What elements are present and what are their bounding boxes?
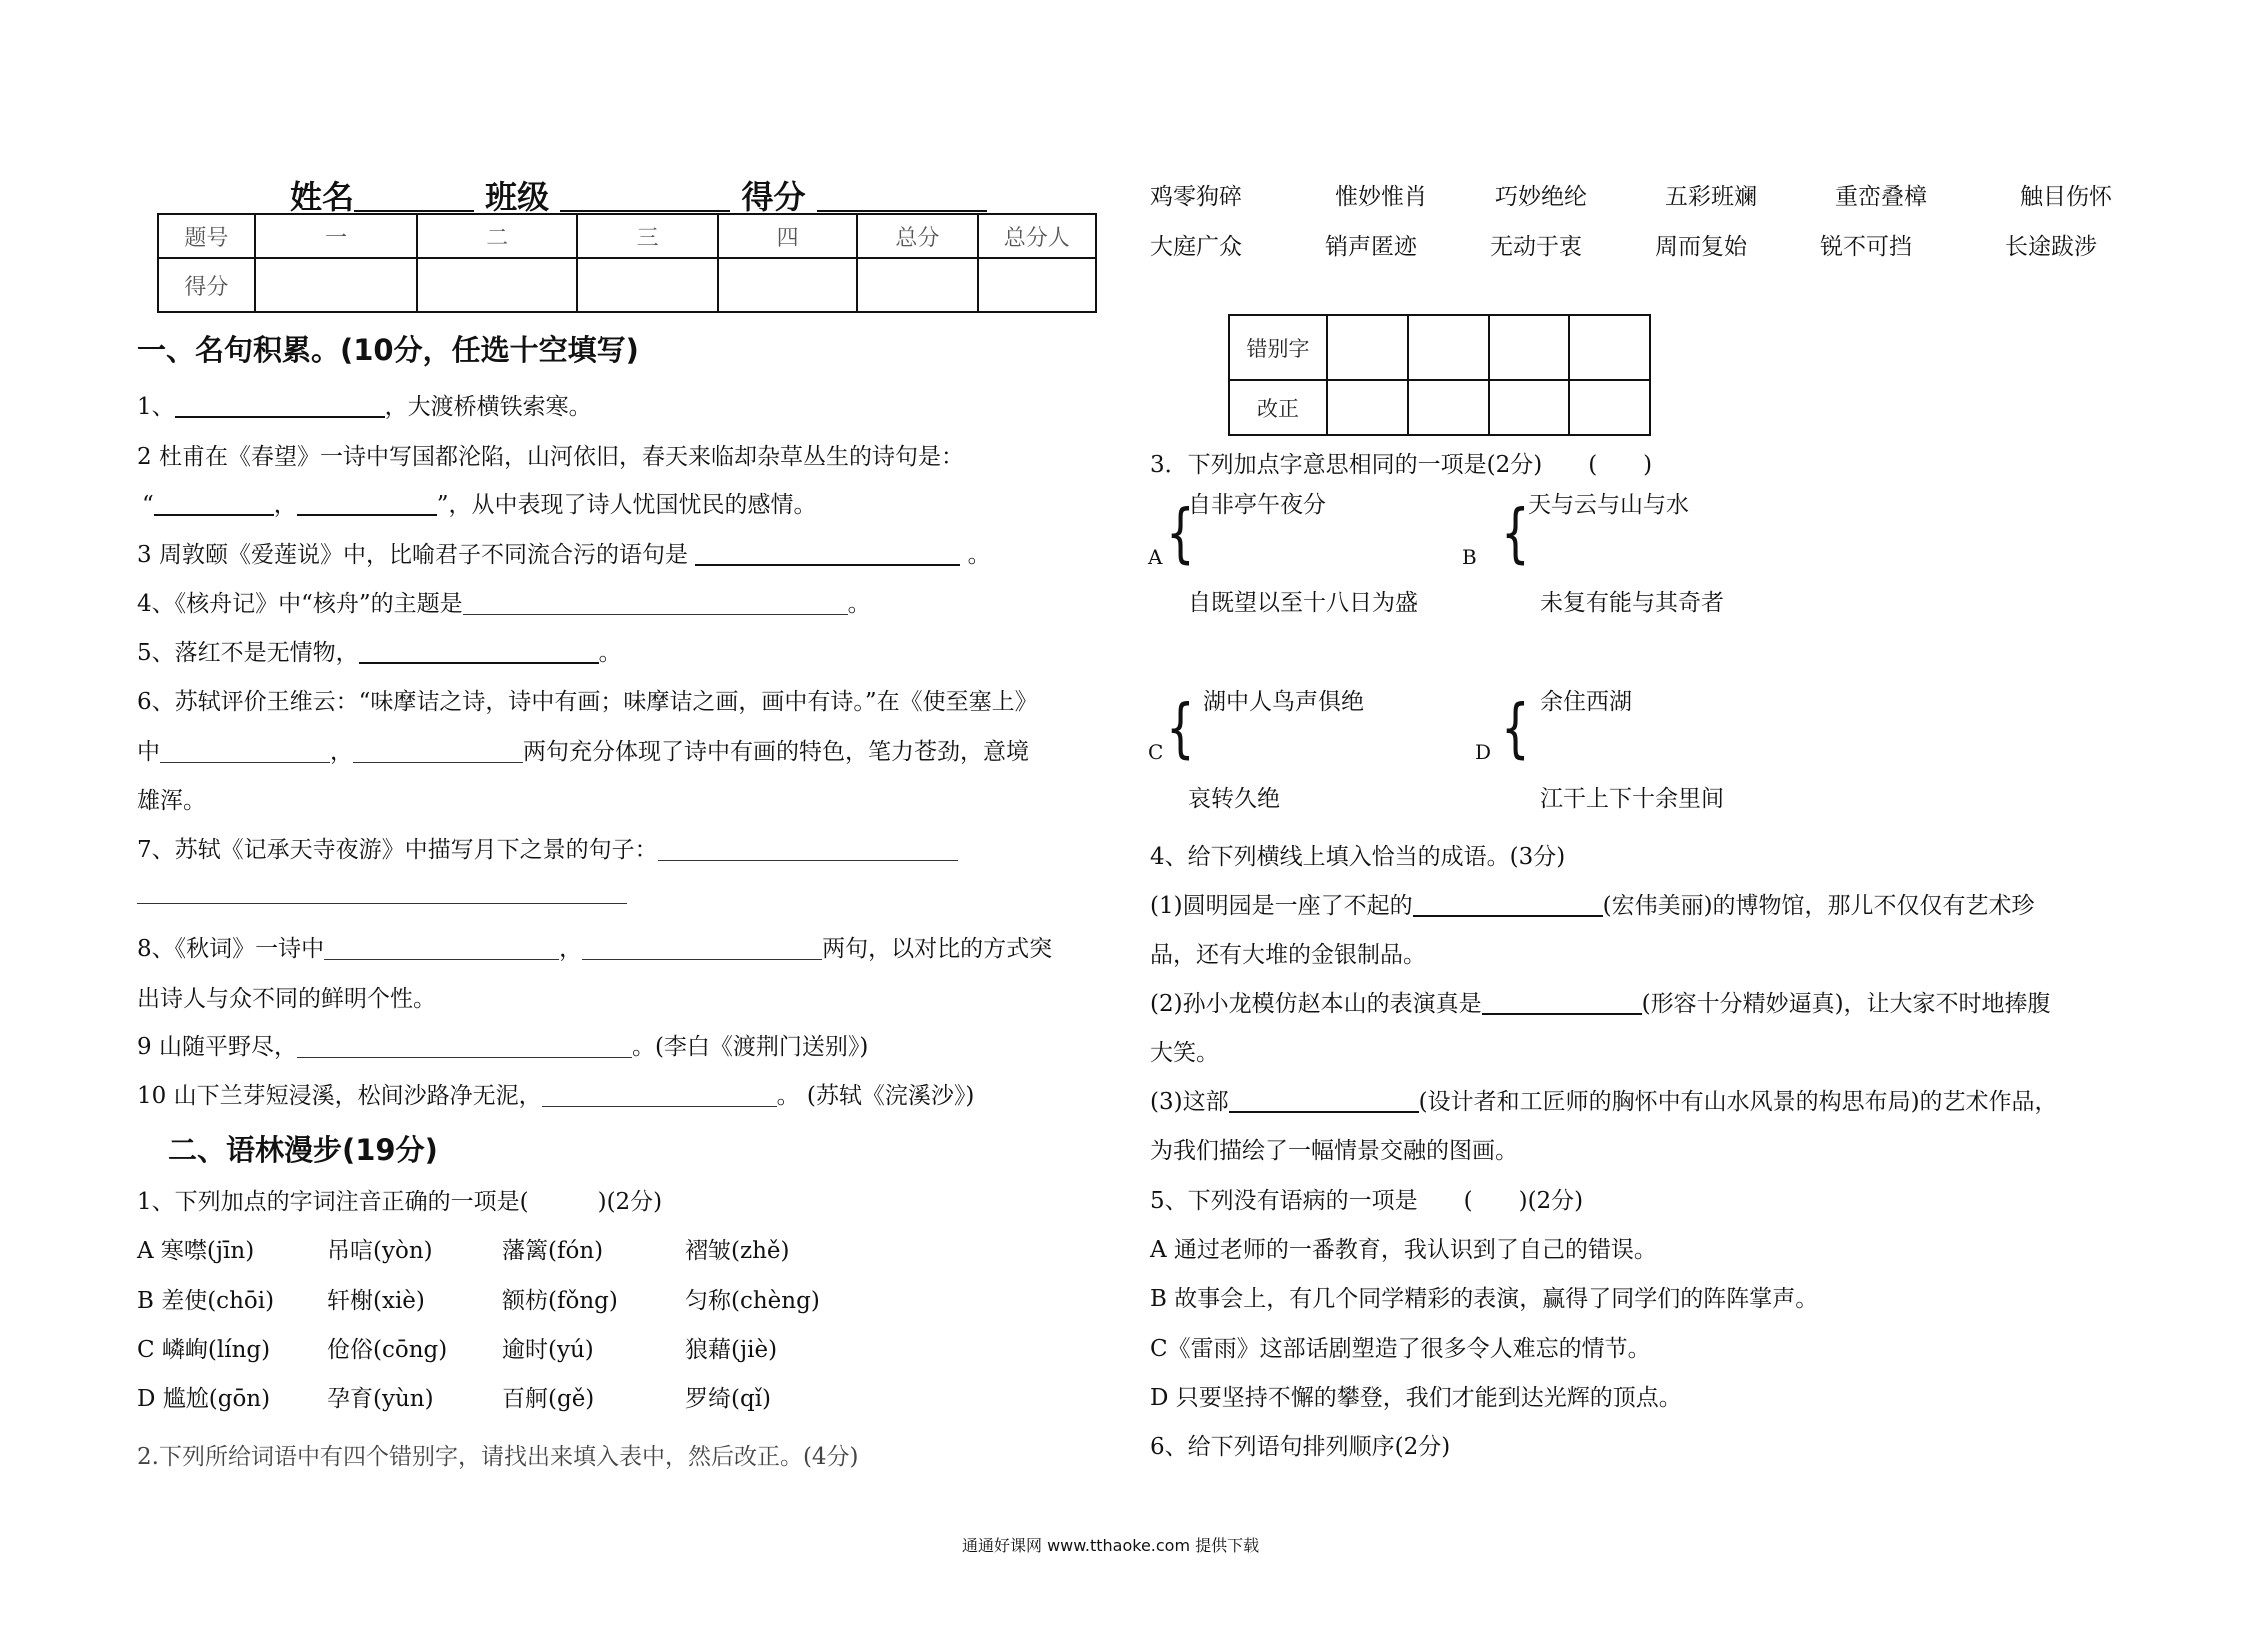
correction-cell[interactable] xyxy=(1408,380,1489,435)
correction-cell[interactable] xyxy=(1327,380,1408,435)
question-4 xyxy=(137,585,871,618)
q-text: 。 xyxy=(967,542,991,568)
score-table-header: 总分 xyxy=(857,214,977,258)
q5-option: B 故事会上，有几个同学精彩的表演，赢得了同学们的阵阵掌声。 xyxy=(1150,1286,1819,1312)
question-6: 6、苏轼评价王维云：“味摩诘之诗，诗中有画；味摩诘之画，画中有诗。”在《使至塞上》 xyxy=(137,689,1038,715)
option-a-bottom: 自既望以至十八日为盛 xyxy=(1188,590,1418,616)
brace-icon: { xyxy=(1166,692,1195,766)
answer-blank[interactable] xyxy=(695,540,960,566)
option-b-top: 天与云与山与水 xyxy=(1528,492,1689,518)
q-text: ， xyxy=(559,936,583,962)
question-6-end: 雄浑。 xyxy=(137,788,206,814)
score-table-row-label: 得分 xyxy=(158,258,255,312)
question-4-2 xyxy=(1150,985,2051,1018)
option-item: 伧俗(cōng) xyxy=(327,1337,448,1363)
answer-blank[interactable] xyxy=(359,638,599,664)
class-label: 班级 xyxy=(485,178,550,216)
question-8-end: 出诗人与众不同的鲜明个性。 xyxy=(137,986,436,1012)
question-4-right: 4、给下列横线上填入恰当的成语。(3分) xyxy=(1150,844,1566,870)
answer-blank[interactable] xyxy=(463,590,848,615)
answer-blank[interactable] xyxy=(324,935,559,960)
option-item: 逾时(yú) xyxy=(502,1337,594,1363)
score-cell[interactable] xyxy=(577,258,718,312)
s2-question-2: 2.下列所给词语中有四个错别字，请找出来填入表中，然后改正。(4分) xyxy=(137,1444,859,1470)
q-text: (形容十分精妙逼真)，让大家不时地捧腹 xyxy=(1641,991,2051,1017)
error-correction-table xyxy=(1228,314,1651,436)
option-b-bottom: 未复有能与其奇者 xyxy=(1540,590,1724,616)
name-blank[interactable] xyxy=(354,176,474,212)
s2-question-1: 1、下列加点的字词注音正确的一项是( )(2分) xyxy=(137,1189,663,1215)
q-text: 8、《秋词》一诗中 xyxy=(137,936,325,962)
q-text: ”，从中表现了诗人忧国忧民的感情。 xyxy=(436,492,817,518)
name-label: 姓名 xyxy=(290,178,355,216)
idiom: 销声匿迹 xyxy=(1325,234,1417,260)
error-table-label: 错别字 xyxy=(1229,315,1327,380)
idiom: 重峦叠樟 xyxy=(1835,184,1927,210)
answer-blank[interactable] xyxy=(542,1082,777,1107)
idiom: 锐不可挡 xyxy=(1820,234,1912,260)
option-d-bottom: 江干上下十余里间 xyxy=(1540,786,1724,812)
idiom: 周而复始 xyxy=(1655,234,1747,260)
option-item: D 尴尬(gōn) xyxy=(137,1386,271,1412)
q-text: 4、《核舟记》中“核舟”的主题是 xyxy=(137,591,463,617)
score-cell[interactable] xyxy=(718,258,857,312)
question-3-right: 3．下列加点字意思相同的一项是(2分) ( ) xyxy=(1150,452,1653,478)
s2-option-row xyxy=(137,1232,790,1265)
section1-title: 一、名句积累。(10分，任选十空填写) xyxy=(137,333,639,367)
answer-blank[interactable] xyxy=(582,935,822,960)
option-c-label: C xyxy=(1148,740,1164,764)
question-8 xyxy=(137,930,1052,963)
answer-blank[interactable] xyxy=(175,392,385,418)
score-table-header: 总分人 xyxy=(978,214,1096,258)
idiom: 长途跋涉 xyxy=(2005,234,2097,260)
idiom: 惟妙惟肖 xyxy=(1335,184,1427,210)
class-blank[interactable] xyxy=(560,176,730,212)
q-text: 10 山下兰芽短浸溪，松间沙路净无泥， xyxy=(137,1083,542,1109)
question-1 xyxy=(137,388,592,421)
q-text: (1)圆明园是一座了不起的 xyxy=(1150,893,1413,919)
brace-icon: { xyxy=(1501,692,1530,766)
brace-icon: { xyxy=(1166,497,1195,571)
q-text: (3)这部 xyxy=(1150,1089,1229,1115)
idiom: 大庭广众 xyxy=(1150,234,1242,260)
score-table xyxy=(157,213,1097,313)
option-c-bottom: 哀转久绝 xyxy=(1188,786,1280,812)
answer-line[interactable] xyxy=(137,903,627,904)
option-item: B 差使(chōi) xyxy=(137,1288,275,1314)
correction-cell[interactable] xyxy=(1489,380,1570,435)
option-a-label: A xyxy=(1148,545,1163,569)
option-b-label: B xyxy=(1462,545,1477,569)
option-item: 百舸(gě) xyxy=(502,1386,595,1412)
question-6-right: 6、给下列语句排列顺序(2分) xyxy=(1150,1434,1451,1460)
question-2: 2 杜甫在《春望》一诗中写国都沦陷，山河依旧，春天来临却杂草丛生的诗句是： xyxy=(137,444,964,470)
question-4-3 xyxy=(1150,1083,2058,1116)
q-text: (宏伟美丽)的博物馆，那儿不仅仅有艺术珍 xyxy=(1602,893,2035,919)
q-text: ， xyxy=(273,492,297,518)
option-item: 藩篱(fón) xyxy=(502,1238,604,1264)
q-text: (2)孙小龙模仿赵本山的表演真是 xyxy=(1150,991,1482,1017)
q-text: 5、落红不是无情物， xyxy=(137,640,359,666)
idiom: 巧妙绝纶 xyxy=(1495,184,1587,210)
question-5-right: 5、下列没有语病的一项是 ( )(2分) xyxy=(1150,1188,1584,1214)
option-item: 狼藉(jiè) xyxy=(685,1337,778,1363)
option-item: 褶皱(zhě) xyxy=(685,1238,790,1264)
s2-option-row xyxy=(137,1380,771,1413)
option-item: 匀称(chèng) xyxy=(685,1288,820,1314)
answer-blank[interactable] xyxy=(353,738,523,763)
option-c-top: 湖中人鸟声俱绝 xyxy=(1203,689,1364,715)
question-3 xyxy=(137,536,991,569)
score-table-header: 四 xyxy=(718,214,857,258)
answer-blank[interactable] xyxy=(297,490,437,516)
q-text: 。 (苏轼《浣溪沙》) xyxy=(776,1083,975,1109)
question-6-cont xyxy=(137,733,1029,766)
answer-blank[interactable] xyxy=(160,738,330,763)
question-5 xyxy=(137,634,622,667)
q-text: 两句充分体现了诗中有画的特色，笔力苍劲，意境 xyxy=(523,739,1029,765)
q5-option: C《雷雨》这部话剧塑造了很多令人难忘的情节。 xyxy=(1150,1336,1651,1362)
option-item: C 嶙峋(líng) xyxy=(137,1337,271,1363)
score-table-header: 二 xyxy=(417,214,577,258)
score-cell[interactable] xyxy=(857,258,977,312)
q-text: 。 xyxy=(847,591,871,617)
error-cell[interactable] xyxy=(1327,315,1408,380)
answer-blank[interactable] xyxy=(1413,891,1603,917)
q5-option: A 通过老师的一番教育，我认识到了自己的错误。 xyxy=(1150,1237,1657,1263)
idiom: 触目伤怀 xyxy=(2020,184,2112,210)
question-2-cont xyxy=(142,486,817,519)
error-table-label: 改正 xyxy=(1229,380,1327,435)
option-item: 孕育(yùn) xyxy=(327,1386,434,1412)
error-cell[interactable] xyxy=(1408,315,1489,380)
idiom-row xyxy=(1150,228,2097,261)
q-text: 中 xyxy=(137,739,160,765)
score-cell[interactable] xyxy=(978,258,1096,312)
question-9 xyxy=(137,1028,868,1061)
score-table-header: 题号 xyxy=(158,214,255,258)
idiom-row xyxy=(1150,178,2112,211)
section2-title: 二、语林漫步(19分) xyxy=(168,1133,438,1167)
question-10 xyxy=(137,1077,974,1110)
option-item: 罗绮(qǐ) xyxy=(685,1386,772,1412)
idiom: 五彩班斓 xyxy=(1665,184,1757,210)
option-item: 吊唁(yòn) xyxy=(327,1238,433,1264)
score-table-header: 三 xyxy=(577,214,718,258)
option-d-label: D xyxy=(1475,740,1492,764)
answer-blank[interactable] xyxy=(1229,1087,1419,1113)
answer-blank[interactable] xyxy=(1482,989,1642,1015)
error-cell[interactable] xyxy=(1569,315,1650,380)
error-cell[interactable] xyxy=(1489,315,1570,380)
option-item: A 寒噤(jīn) xyxy=(137,1238,255,1264)
score-blank[interactable] xyxy=(817,176,987,212)
question-7 xyxy=(137,831,958,864)
score-cell[interactable] xyxy=(417,258,577,312)
q-text: 3 周敦颐《爱莲说》中，比喻君子不同流合污的语句是 xyxy=(137,542,688,568)
question-4-1-cont: 品，还有大堆的金银制品。 xyxy=(1150,942,1426,968)
q-text: 1、 xyxy=(137,394,175,420)
q-text: (设计者和工匠师的胸怀中有山水风景的构思布局)的艺术作品， xyxy=(1418,1089,2058,1115)
q-text: 。 xyxy=(598,640,622,666)
score-table-header: 一 xyxy=(255,214,418,258)
q-text: 。(李白《渡荆门送别》) xyxy=(631,1034,869,1060)
question-4-1 xyxy=(1150,887,2035,920)
q-text: 两句，以对比的方式突 xyxy=(822,936,1053,962)
option-d-top: 余住西湖 xyxy=(1540,689,1632,715)
question-4-2-cont: 大笑。 xyxy=(1150,1040,1219,1066)
exam-header xyxy=(290,172,987,218)
s2-option-row xyxy=(137,1331,777,1364)
answer-blank[interactable] xyxy=(154,490,274,516)
s2-option-row xyxy=(137,1282,820,1315)
answer-blank[interactable] xyxy=(658,836,958,861)
q-text: 9 山随平野尽， xyxy=(137,1034,297,1060)
idiom: 鸡零狗碎 xyxy=(1150,184,1242,210)
q5-option: D 只要坚持不懈的攀登，我们才能到达光辉的顶点。 xyxy=(1150,1385,1682,1411)
option-a-top: 自非亭午夜分 xyxy=(1188,492,1326,518)
q-text: 7、苏轼《记承天寺夜游》中描写月下之景的句子： xyxy=(137,837,658,863)
q-text: “ xyxy=(142,492,154,518)
brace-icon: { xyxy=(1501,497,1530,571)
question-4-3-cont: 为我们描绘了一幅情景交融的图画。 xyxy=(1150,1138,1518,1164)
score-label: 得分 xyxy=(741,178,806,216)
footer-credit: 通通好课网 www.tthaoke.com 提供下载 xyxy=(962,1536,1260,1555)
option-item: 额枋(fǒng) xyxy=(502,1288,618,1314)
q-text: ， xyxy=(330,739,353,765)
q-text: ，大渡桥横铁索寒。 xyxy=(384,394,592,420)
option-item: 轩榭(xiè) xyxy=(327,1288,425,1314)
idiom: 无动于衷 xyxy=(1490,234,1582,260)
score-cell[interactable] xyxy=(255,258,418,312)
answer-blank[interactable] xyxy=(297,1033,632,1058)
correction-cell[interactable] xyxy=(1569,380,1650,435)
